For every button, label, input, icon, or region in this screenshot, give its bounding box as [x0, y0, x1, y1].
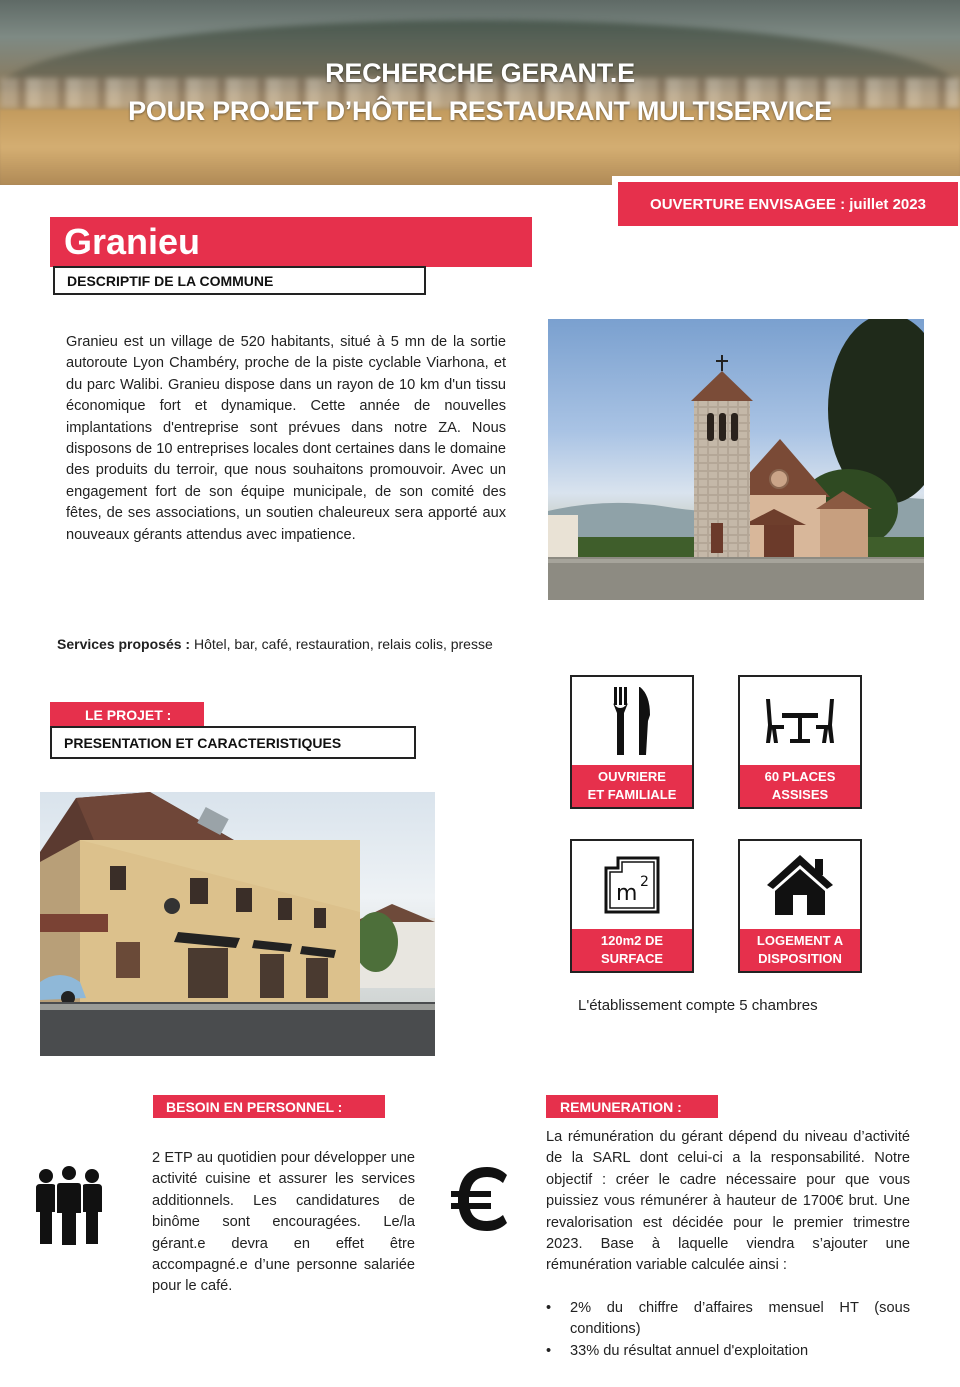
list-item: • 33% du résultat annuel d'exploitation	[546, 1341, 910, 1362]
feature-card-places-caption	[740, 765, 860, 807]
svg-text:2: 2	[640, 874, 649, 890]
header-title-line1: RECHERCHE GERANT.E	[325, 58, 635, 88]
projet-tag: LE PROJET :	[50, 702, 204, 728]
card-caption-line1: 120m2 DE	[600, 933, 664, 948]
card-caption-line1: OUVRIERE	[598, 769, 666, 784]
feature-card-ouvriere-caption	[572, 765, 692, 807]
header-title-line2: POUR PROJET D’HÔTEL RESTAURANT MULTISERVICE	[128, 96, 832, 126]
commune-section-label: DESCRIPTIF DE LA COMMUNE	[53, 266, 426, 295]
services-value: Hôtel, bar, café, restauration, relais colis, presse	[193, 636, 493, 652]
card-caption-line1: 60 PLACES	[764, 769, 836, 784]
feature-card-logement	[738, 839, 862, 973]
svg-text:m: m	[616, 881, 638, 906]
house-icon	[740, 841, 860, 929]
m2-icon	[572, 841, 692, 929]
presentation-section-label: PRESENTATION ET CARACTERISTIQUES	[50, 726, 416, 759]
card-caption-line2: ASSISES	[771, 787, 829, 802]
remuneration-text: La rémunération du gérant dépend du niveau d’activité de la SARL dont celui-ci a la responsabilité. Notre objectif : créer le cadre nécessaire pour que vous puissiez vous rémunérer à hauteur de 1700€ brut. Une revalorisation est décidée pour le premier trimestre 2023. Base à laquelle viendra s’ajouter une rémunération variable calculée ainsi :	[546, 1129, 910, 1274]
feature-card-surface	[570, 839, 694, 973]
hotel-illustration	[40, 792, 435, 1056]
services-label: Services proposés :	[57, 636, 191, 652]
opening-badge: OUVERTURE ENVISAGEE : juillet 2023	[618, 182, 958, 226]
card-caption-line2: ET FAMILIALE	[587, 787, 677, 802]
cutlery-icon	[572, 677, 692, 765]
header-banner	[0, 0, 960, 185]
hotel-photo	[40, 792, 435, 1056]
services-line	[57, 636, 493, 652]
card-caption-line2: SURFACE	[600, 951, 664, 966]
feature-card-logement-caption	[740, 929, 860, 971]
remuneration-tag: REMUNERATION :	[546, 1095, 718, 1118]
feature-card-ouvriere	[570, 675, 694, 809]
feature-card-surface-caption	[572, 929, 692, 971]
card-caption-line1: LOGEMENT A	[756, 933, 844, 948]
besoin-text: 2 ETP au quotidien pour développer une activité cuisine et assurer les services additionnels. Les candidatures de binôme sont encouragées. Le/la gérant.e devra en effet être accompagné.e d’une personne salariée pour le café.	[152, 1150, 415, 1295]
card-caption-line2: DISPOSITION	[758, 951, 842, 966]
church-photo	[548, 319, 924, 600]
besoin-tag: BESOIN EN PERSONNEL :	[153, 1095, 385, 1118]
commune-title: Granieu	[64, 221, 201, 262]
list-item: • 2% du chiffre d’affaires mensuel HT (sous conditions)	[546, 1298, 910, 1341]
remuneration-list	[546, 1298, 910, 1362]
feature-card-places	[738, 675, 862, 809]
table-chairs-icon	[740, 677, 860, 765]
church-illustration	[548, 319, 924, 600]
commune-description: Granieu est un village de 520 habitants, situé à 5 mn de la sortie autoroute Lyon Chambéry, proche de la piste cyclable Viarhona, et du parc Walibi. Granieu dispose dans un rayon de 10 km d'un tissu économique fort et dynamique. Cette année de nouvelles implantations d'entreprise sont prévues dans notre ZA. Nous disposons de 10 entreprises locales dont certaines dans le domaine des produits du terroir, que nous souhaitons promouvoir. Avec un engagement fort de son équipe municipale, de son comité des fêtes, de ses associations, un soutien chaleureux sera apporté aux nouveaux gérants attendus avec impatience.	[66, 334, 506, 543]
euro-icon	[449, 1165, 511, 1238]
people-icon	[34, 1164, 104, 1251]
rooms-note: L'établissement compte 5 chambres	[578, 997, 818, 1014]
